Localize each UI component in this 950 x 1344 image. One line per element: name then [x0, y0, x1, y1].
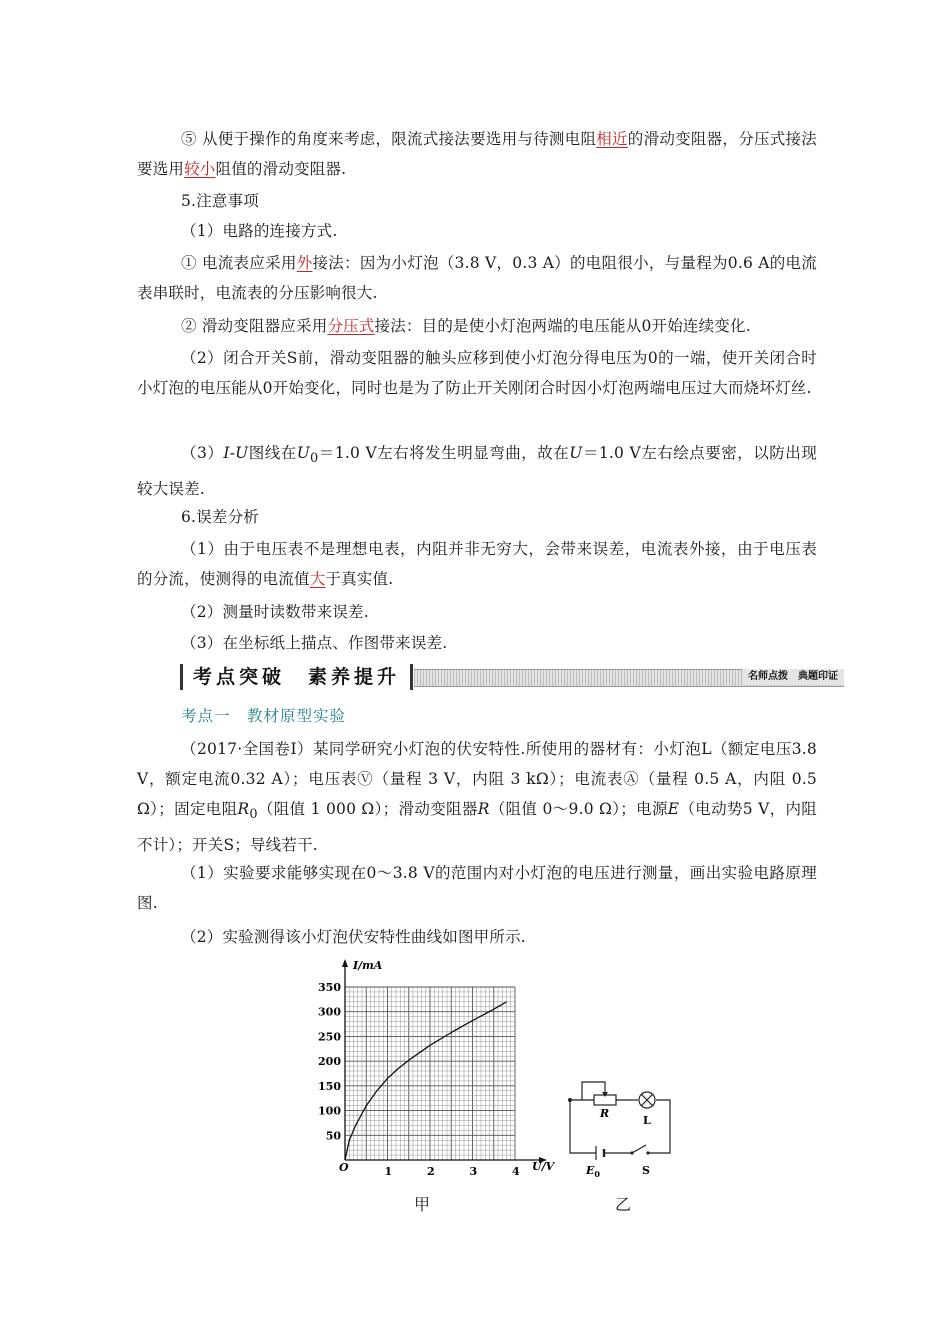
- text: 图线在: [248, 444, 297, 462]
- answer-underline: 较小: [184, 160, 216, 178]
- answer-underline: 分压式: [327, 317, 375, 335]
- math-italic: R: [237, 800, 250, 818]
- origin-label: O: [339, 1161, 349, 1174]
- x-tick-label: 4: [512, 1165, 520, 1178]
- paragraph-p3: [137, 248, 817, 308]
- text: 于真实值.: [325, 570, 394, 588]
- switch-contact: [630, 1151, 633, 1154]
- iu-chart: [315, 955, 555, 1185]
- paragraph-p5: （2）闭合开关S前，滑动变阻器的触头应移到使小灯泡分得电压为0的一端，使开关闭合时小灯泡的电压能从0开始变化，同时也是为了防止开关刚闭合时因小灯泡两端电压过大而烧坏灯丝.: [137, 349, 817, 397]
- text: （1）由于电压表不是理想电表，内阻并非无穷大，会带来误差，电流表外接，由于电压表的分流，使测得的电流值: [137, 540, 817, 588]
- rheostat-label: R: [600, 1107, 610, 1120]
- answer-underline: 相近: [596, 130, 628, 148]
- subscript: 0: [249, 807, 258, 823]
- circuit-wire: [570, 1100, 596, 1153]
- banner-title: 考点突破 素养提升: [180, 664, 413, 690]
- text: 的滑动变阻器，分压式接法要选用: [137, 130, 817, 178]
- y-axis-arrow: [342, 959, 348, 967]
- text: （量程 3 V，内阻 3 kΩ）；电流表: [373, 770, 624, 788]
- answer-underline: 外: [296, 254, 313, 272]
- text: （阻值 0～9.0 Ω）；电源: [489, 800, 668, 818]
- x-tick-label: 1: [384, 1165, 393, 1178]
- source-label: $E_0$: [586, 1164, 600, 1179]
- y-tick-label: 200: [318, 1055, 341, 1069]
- paragraph-p9: （3）在坐标纸上描点、作图带来误差.: [181, 634, 448, 652]
- text: （电动势5 V，内阻不计）；开关S；导线若干.: [137, 800, 818, 855]
- paragraph-p1: [137, 124, 817, 184]
- ammeter-symbol: Ⓐ: [623, 770, 640, 788]
- heading-error: 6.误差分析: [181, 508, 259, 526]
- subscript: 0: [310, 451, 319, 467]
- section-banner: [180, 664, 844, 690]
- text: ＝1.0 V左右将发生明显弯曲，故在: [318, 444, 570, 462]
- x-axis-label: U/V: [532, 1160, 555, 1173]
- circuit-diagram: [560, 1070, 680, 1185]
- answer-underline: 大: [309, 570, 326, 588]
- problem-intro: [137, 734, 817, 860]
- text: ＝1.0 V左右绘点要密，以防出现较大误差.: [137, 444, 818, 499]
- paragraph-p8: （2）测量时读数带来误差.: [181, 603, 369, 621]
- x-tick-label: 3: [469, 1165, 478, 1178]
- circuit-wire: [648, 1100, 670, 1153]
- text: 阻值的滑动变阻器.: [215, 160, 347, 178]
- text: （2017·全国卷Ⅰ）某同学研究小灯泡的伏安特性.所使用的器材有：小灯泡L（额定电压3.8 V，额定电流0.32 A）；电压表: [137, 740, 817, 788]
- lamp-label: L: [643, 1114, 651, 1127]
- math-italic: U: [296, 444, 311, 462]
- math-italic: I-U: [223, 444, 249, 462]
- paragraph-p2: （1）电路的连接方式.: [181, 222, 338, 240]
- text: （量程 0.5 A，内阻 0.5 Ω）；固定电阻: [137, 770, 817, 818]
- point-title: 考点一 教材原型实验: [181, 707, 347, 725]
- switch-label: S: [642, 1164, 650, 1177]
- figure-caption-jia: 甲: [414, 1195, 431, 1214]
- paragraph-p6: [137, 438, 817, 504]
- y-tick-label: 350: [318, 981, 341, 994]
- chart-grid: [345, 987, 515, 1160]
- text: ① 电流表应采用: [181, 254, 297, 272]
- text: 接法：目的是使小灯泡两端的电压能从0开始连续变化.: [374, 317, 751, 335]
- text: 接法：因为小灯泡（3.8 V，0.3 A）的电阻很小，与量程为0.6 A的电流表串联时，电流表的分压影响很大.: [137, 254, 818, 302]
- y-tick-label: 300: [318, 1005, 341, 1019]
- text: ② 滑动变阻器应采用: [181, 317, 328, 335]
- switch-lever: [632, 1145, 646, 1153]
- x-tick-label: 2: [427, 1165, 435, 1178]
- y-tick-label: 50: [325, 1129, 341, 1143]
- math-italic: U: [569, 444, 583, 462]
- switch-contact: [646, 1151, 649, 1154]
- text: （阻值 1 000 Ω）；滑动变阻器: [257, 800, 478, 818]
- figure-caption-yi: 乙: [615, 1195, 632, 1214]
- question-2: （2）实验测得该小灯泡伏安特性曲线如图甲所示.: [181, 928, 526, 946]
- text: （3）: [181, 444, 224, 462]
- voltmeter-symbol: Ⓥ: [357, 770, 374, 788]
- math-italic: R: [477, 800, 490, 818]
- heading-notes: 5.注意事项: [181, 192, 259, 210]
- banner-tag: 名师点拨 典题印证: [742, 669, 844, 685]
- paragraph-p7: [137, 534, 817, 594]
- math-italic: E: [667, 800, 680, 818]
- question-1: （1）实验要求能够实现在0～3.8 V的范围内对小灯泡的电压进行测量，画出实验电路原理图.: [137, 864, 817, 912]
- text: ⑤ 从便于操作的角度来考虑，限流式接法要选用与待测电阻: [181, 130, 597, 148]
- y-tick-label: 250: [318, 1030, 341, 1044]
- y-tick-label: 150: [318, 1079, 341, 1093]
- y-tick-label: 100: [318, 1104, 341, 1118]
- y-axis-label: I/mA: [353, 959, 383, 972]
- junction-dot: [568, 1098, 572, 1102]
- paragraph-p4: [137, 311, 817, 341]
